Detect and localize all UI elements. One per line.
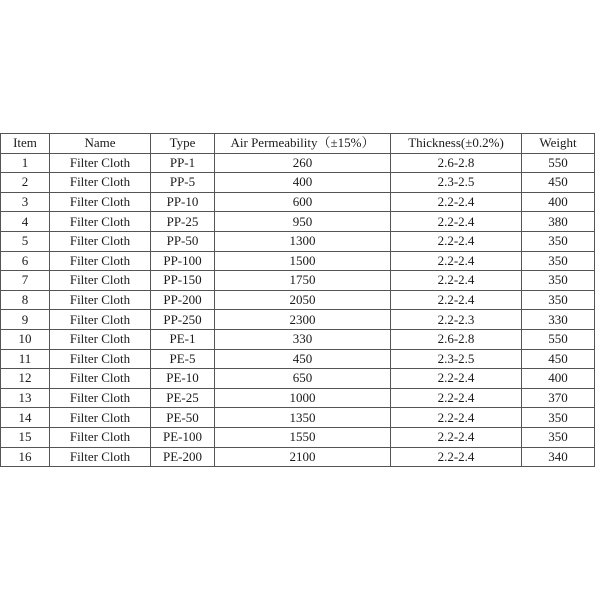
cell-name: Filter Cloth — [50, 427, 151, 447]
cell-thickness: 2.3-2.5 — [391, 173, 522, 193]
cell-type: PE-1 — [151, 329, 215, 349]
cell-type: PP-25 — [151, 212, 215, 232]
table-row — [1, 329, 595, 349]
cell-air-permeability: 2300 — [215, 310, 391, 330]
table-row — [1, 349, 595, 369]
cell-name: Filter Cloth — [50, 192, 151, 212]
cell-weight: 350 — [522, 231, 595, 251]
table-row — [1, 271, 595, 291]
cell-item: 12 — [1, 369, 50, 389]
cell-air-permeability: 2050 — [215, 290, 391, 310]
cell-name: Filter Cloth — [50, 447, 151, 467]
cell-name: Filter Cloth — [50, 173, 151, 193]
cell-air-permeability: 1500 — [215, 251, 391, 271]
cell-thickness: 2.2-2.4 — [391, 271, 522, 291]
cell-weight: 350 — [522, 427, 595, 447]
table-header — [1, 134, 595, 154]
cell-name: Filter Cloth — [50, 329, 151, 349]
cell-weight: 380 — [522, 212, 595, 232]
header-name: Name — [50, 134, 151, 154]
header-thickness: Thickness(±0.2%) — [391, 134, 522, 154]
table-row — [1, 251, 595, 271]
cell-thickness: 2.2-2.4 — [391, 388, 522, 408]
cell-weight: 340 — [522, 447, 595, 467]
cell-type: PP-10 — [151, 192, 215, 212]
cell-type: PP-150 — [151, 271, 215, 291]
cell-type: PE-25 — [151, 388, 215, 408]
cell-weight: 370 — [522, 388, 595, 408]
cell-air-permeability: 450 — [215, 349, 391, 369]
cell-thickness: 2.2-2.4 — [391, 369, 522, 389]
cell-air-permeability: 2100 — [215, 447, 391, 467]
cell-type: PP-1 — [151, 153, 215, 173]
cell-item: 14 — [1, 408, 50, 428]
cell-item: 8 — [1, 290, 50, 310]
cell-name: Filter Cloth — [50, 153, 151, 173]
cell-item: 6 — [1, 251, 50, 271]
cell-weight: 550 — [522, 153, 595, 173]
cell-item: 4 — [1, 212, 50, 232]
cell-thickness: 2.2-2.4 — [391, 427, 522, 447]
table-row — [1, 192, 595, 212]
header-type: Type — [151, 134, 215, 154]
cell-weight: 330 — [522, 310, 595, 330]
cell-thickness: 2.6-2.8 — [391, 153, 522, 173]
cell-air-permeability: 1750 — [215, 271, 391, 291]
table-row — [1, 427, 595, 447]
cell-thickness: 2.2-2.4 — [391, 231, 522, 251]
header-weight: Weight — [522, 134, 595, 154]
header-row — [1, 134, 595, 154]
cell-name: Filter Cloth — [50, 251, 151, 271]
cell-item: 3 — [1, 192, 50, 212]
table-row — [1, 310, 595, 330]
cell-air-permeability: 400 — [215, 173, 391, 193]
cell-type: PE-200 — [151, 447, 215, 467]
filter-cloth-spec-table — [0, 133, 595, 467]
cell-weight: 450 — [522, 173, 595, 193]
header-air-permeability: Air Permeability（±15%） — [215, 134, 391, 154]
cell-name: Filter Cloth — [50, 271, 151, 291]
cell-thickness: 2.2-2.4 — [391, 251, 522, 271]
table-row — [1, 290, 595, 310]
cell-weight: 550 — [522, 329, 595, 349]
cell-item: 10 — [1, 329, 50, 349]
table-row — [1, 388, 595, 408]
cell-air-permeability: 1000 — [215, 388, 391, 408]
table-row — [1, 447, 595, 467]
cell-thickness: 2.2-2.4 — [391, 290, 522, 310]
table-row — [1, 231, 595, 251]
cell-weight: 350 — [522, 290, 595, 310]
cell-weight: 450 — [522, 349, 595, 369]
cell-weight: 400 — [522, 192, 595, 212]
cell-weight: 400 — [522, 369, 595, 389]
cell-name: Filter Cloth — [50, 310, 151, 330]
cell-item: 7 — [1, 271, 50, 291]
cell-item: 11 — [1, 349, 50, 369]
cell-air-permeability: 260 — [215, 153, 391, 173]
cell-item: 16 — [1, 447, 50, 467]
cell-thickness: 2.2-2.4 — [391, 408, 522, 428]
cell-air-permeability: 650 — [215, 369, 391, 389]
cell-name: Filter Cloth — [50, 349, 151, 369]
cell-item: 9 — [1, 310, 50, 330]
cell-item: 2 — [1, 173, 50, 193]
cell-type: PP-100 — [151, 251, 215, 271]
cell-air-permeability: 1550 — [215, 427, 391, 447]
cell-item: 1 — [1, 153, 50, 173]
cell-name: Filter Cloth — [50, 231, 151, 251]
cell-name: Filter Cloth — [50, 290, 151, 310]
cell-air-permeability: 1300 — [215, 231, 391, 251]
cell-thickness: 2.2-2.4 — [391, 212, 522, 232]
cell-type: PE-100 — [151, 427, 215, 447]
header-item: Item — [1, 134, 50, 154]
cell-name: Filter Cloth — [50, 388, 151, 408]
cell-name: Filter Cloth — [50, 369, 151, 389]
cell-item: 5 — [1, 231, 50, 251]
cell-weight: 350 — [522, 251, 595, 271]
cell-weight: 350 — [522, 271, 595, 291]
table-row — [1, 153, 595, 173]
cell-type: PP-200 — [151, 290, 215, 310]
table-row — [1, 212, 595, 232]
cell-type: PE-5 — [151, 349, 215, 369]
cell-thickness: 2.2-2.3 — [391, 310, 522, 330]
cell-item: 15 — [1, 427, 50, 447]
cell-thickness: 2.6-2.8 — [391, 329, 522, 349]
cell-air-permeability: 330 — [215, 329, 391, 349]
cell-type: PE-50 — [151, 408, 215, 428]
cell-type: PE-10 — [151, 369, 215, 389]
cell-thickness: 2.2-2.4 — [391, 447, 522, 467]
cell-type: PP-250 — [151, 310, 215, 330]
cell-thickness: 2.2-2.4 — [391, 192, 522, 212]
cell-air-permeability: 950 — [215, 212, 391, 232]
cell-type: PP-50 — [151, 231, 215, 251]
cell-type: PP-5 — [151, 173, 215, 193]
table-row — [1, 369, 595, 389]
cell-item: 13 — [1, 388, 50, 408]
cell-air-permeability: 1350 — [215, 408, 391, 428]
table-body — [1, 153, 595, 467]
table-row — [1, 408, 595, 428]
cell-name: Filter Cloth — [50, 212, 151, 232]
cell-air-permeability: 600 — [215, 192, 391, 212]
table-row — [1, 173, 595, 193]
cell-weight: 350 — [522, 408, 595, 428]
cell-thickness: 2.3-2.5 — [391, 349, 522, 369]
cell-name: Filter Cloth — [50, 408, 151, 428]
